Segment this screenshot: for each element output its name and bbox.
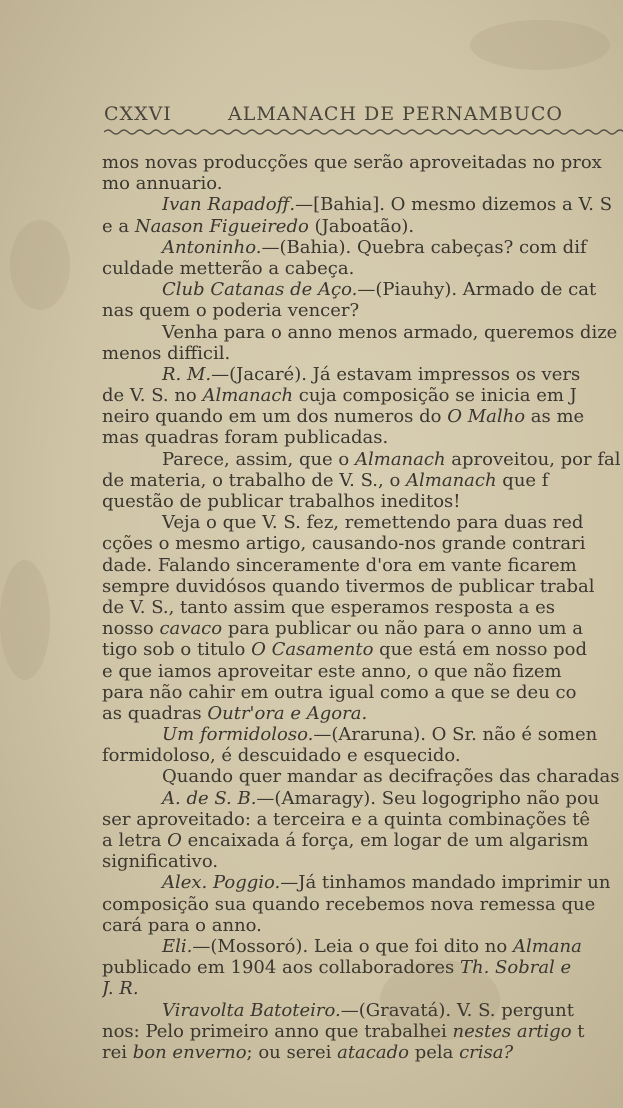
text-segment: para publicar ou não para o anno um a xyxy=(222,618,583,640)
text-line xyxy=(102,915,623,936)
italic-text: Almanach xyxy=(406,469,497,491)
text-segment: (Jaboatão). xyxy=(308,215,415,237)
italic-text: Outr'ora e Agora. xyxy=(207,702,368,724)
body-text xyxy=(102,152,623,1063)
text-line xyxy=(102,216,623,237)
text-segment: neiro quando em um dos numeros do xyxy=(102,406,448,428)
text-segment: nosso xyxy=(102,618,160,640)
text-segment: composição sua quando recebemos nova remessa que xyxy=(102,893,596,915)
page-number: CXXVI xyxy=(104,103,172,125)
text-segment: de V. S. no xyxy=(102,385,203,407)
text-segment: Parece, assim, que o xyxy=(162,448,355,470)
running-header xyxy=(104,103,623,129)
italic-text: crisa? xyxy=(459,1041,514,1063)
italic-text: nestes artigo xyxy=(452,1020,572,1042)
text-segment: ; ou serei xyxy=(246,1041,338,1063)
italic-text: atacado xyxy=(337,1041,409,1063)
italic-text: Eli. xyxy=(162,935,193,957)
text-line xyxy=(102,258,623,279)
text-line xyxy=(102,745,623,766)
text-segment: culdade metterão a cabeça. xyxy=(102,257,355,279)
text-segment: —[Bahia]. O mesmo dizemos a V. S xyxy=(295,194,613,216)
text-segment: aproveitou, por fal xyxy=(445,448,621,470)
text-segment: —(Amaragy). Seu logogripho não pou xyxy=(256,787,600,809)
text-line xyxy=(102,618,623,639)
text-segment: pela xyxy=(408,1041,460,1063)
text-segment: as quadras xyxy=(102,702,208,724)
text-line xyxy=(102,194,623,215)
ornamental-rule xyxy=(104,128,623,136)
text-segment: tigo sob o titulo xyxy=(102,639,252,661)
text-line xyxy=(102,788,623,809)
italic-text: A. de S. B. xyxy=(162,787,257,809)
text-segment: que f xyxy=(496,469,549,491)
text-line xyxy=(102,597,623,618)
italic-text: bon enverno xyxy=(132,1041,247,1063)
text-line xyxy=(102,449,623,470)
paper-stain xyxy=(470,20,610,70)
italic-text: R. M. xyxy=(162,363,212,385)
text-line xyxy=(102,279,623,300)
text-line xyxy=(102,1000,623,1021)
text-segment: —(Jacaré). Já estavam impressos os vers xyxy=(211,363,581,385)
text-line xyxy=(102,682,623,703)
text-line xyxy=(102,1042,623,1063)
text-segment: encaixada á força, em logar de um algarism xyxy=(181,830,589,851)
text-line xyxy=(102,894,623,915)
text-segment: mo annuario. xyxy=(102,173,223,195)
italic-text: O Malho xyxy=(447,406,526,428)
text-line xyxy=(102,555,623,576)
text-line xyxy=(102,300,623,321)
text-segment: —Já tinhamos mandado imprimir un xyxy=(280,872,611,894)
text-line xyxy=(102,1021,623,1042)
italic-text: O xyxy=(167,830,182,851)
text-segment: sempre duvidósos quando tivermos de publicar trabal xyxy=(102,575,595,597)
text-segment: Venha para o anno menos armado, queremos dize xyxy=(162,321,618,343)
text-segment: cuja composição se inicia em J xyxy=(293,385,577,407)
italic-text: Club Catanas de Aço. xyxy=(162,279,358,301)
text-segment: a letra xyxy=(102,830,168,851)
text-line xyxy=(102,364,623,385)
text-segment: significativo. xyxy=(102,851,219,873)
paper-stain xyxy=(10,220,70,310)
text-segment: —(Bahia). Quebra cabeças? com dif xyxy=(261,236,587,258)
italic-text: Alex. Poggio. xyxy=(162,872,281,894)
text-segment: nas quem o poderia vencer? xyxy=(102,300,360,322)
text-segment: que está em nosso pod xyxy=(373,639,588,661)
text-segment: de V. S., tanto assim que esperamos resposta a es xyxy=(102,596,556,618)
text-line xyxy=(102,957,623,978)
text-line xyxy=(102,237,623,258)
italic-text: O Casamento xyxy=(251,639,374,661)
text-segment: nos: Pelo primeiro anno que trabalhei xyxy=(102,1020,453,1042)
paper-stain xyxy=(0,560,50,680)
text-segment: de materia, o trabalho de V. S., o xyxy=(102,469,407,491)
italic-text: J. R. xyxy=(102,978,139,1000)
text-segment: e que iamos aproveitar este anno, o que não fizem xyxy=(102,660,562,682)
text-segment: mos novas producções que serão aproveitadas no prox xyxy=(102,152,602,173)
text-line xyxy=(102,152,623,173)
text-segment: as me xyxy=(525,406,585,428)
text-segment: menos difficil. xyxy=(102,342,231,364)
text-segment: mas quadras foram publicadas. xyxy=(102,427,389,449)
text-segment: —(Piauhy). Armado de cat xyxy=(357,279,597,301)
text-segment: —(Araruna). O Sr. não é somen xyxy=(313,724,598,746)
text-segment: publicado em 1904 aos collaboradores xyxy=(102,957,460,979)
text-line xyxy=(102,830,623,851)
text-line xyxy=(102,936,623,957)
text-line xyxy=(102,491,623,512)
text-segment: dade. Falando sinceramente d'ora em vante ficarem xyxy=(102,554,577,576)
text-segment: cções o mesmo artigo, causando-nos grande contrari xyxy=(102,533,586,555)
text-line xyxy=(102,809,623,830)
text-line xyxy=(102,406,623,427)
text-segment: t xyxy=(571,1020,585,1042)
text-line xyxy=(102,576,623,597)
running-title: ALMANACH DE PERNAMBUCO xyxy=(228,103,563,125)
text-segment: e a xyxy=(102,215,135,237)
italic-text: Viravolta Batoteiro. xyxy=(162,999,341,1021)
text-segment: rei xyxy=(102,1041,133,1063)
italic-text: Th. Sobral e xyxy=(459,957,572,979)
italic-text: Almanach xyxy=(202,385,294,407)
text-line xyxy=(102,978,623,999)
text-segment: —(Gravatá). V. S. pergunt xyxy=(340,999,574,1021)
text-line xyxy=(102,766,623,787)
text-line xyxy=(102,173,623,194)
text-line xyxy=(102,322,623,343)
text-line xyxy=(102,851,623,872)
text-line xyxy=(102,427,623,448)
italic-text: cavaco xyxy=(159,618,223,640)
text-segment: Veja o que V. S. fez, remettendo para duas red xyxy=(162,512,584,534)
text-line xyxy=(102,343,623,364)
text-line xyxy=(102,533,623,554)
italic-text: Naason Figueiredo xyxy=(134,215,309,237)
text-line xyxy=(102,512,623,533)
text-segment: para não cahir em outra igual como a que se deu co xyxy=(102,681,577,703)
text-segment: ser aproveitado: a terceira e a quinta combinações tê xyxy=(102,808,591,830)
italic-text: Antoninho. xyxy=(162,236,262,258)
text-segment: —(Mossoró). Leia o que foi dito no xyxy=(192,935,513,957)
italic-text: Um formidoloso. xyxy=(162,724,314,746)
text-segment: questão de publicar trabalhos ineditos! xyxy=(102,491,461,512)
text-line xyxy=(102,703,623,724)
text-segment: cará para o anno. xyxy=(102,914,262,936)
text-line xyxy=(102,639,623,660)
italic-text: Almanach xyxy=(355,448,446,470)
text-segment: Quando quer mandar as decifrações das charadas xyxy=(162,766,620,788)
text-line xyxy=(102,470,623,491)
text-segment: formidoloso, é descuidado e esquecido. xyxy=(102,745,461,767)
italic-text: Ivan Rapadoff. xyxy=(162,194,296,216)
italic-text: Almana xyxy=(512,935,582,957)
text-line xyxy=(102,385,623,406)
text-line xyxy=(102,872,623,893)
text-line xyxy=(102,724,623,745)
text-line xyxy=(102,661,623,682)
